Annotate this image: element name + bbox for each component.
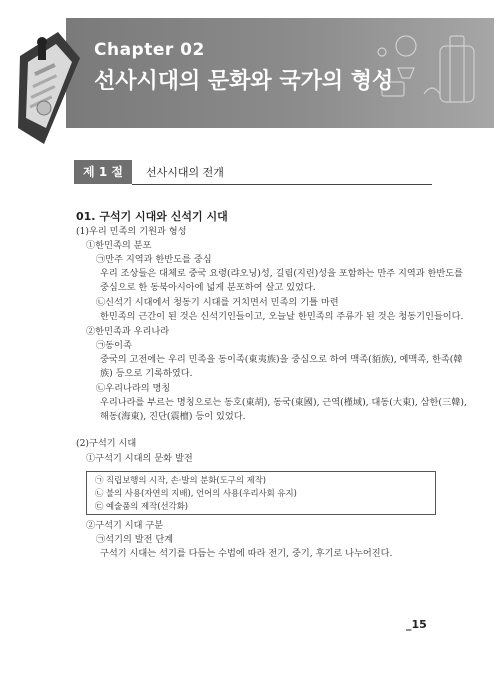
chapter-label: Chapter 02 — [94, 40, 205, 60]
outline-level3-stages: ㉠석기의 발전 단계 — [96, 534, 174, 545]
paragraph-line: 중심으로 한 동북아시아에 넓게 분포하여 살고 있었다. — [100, 282, 316, 293]
summary-item: ㉠ 직립보행의 시작, 손·발의 분화(도구의 제작) — [95, 475, 267, 485]
outline-level1-paleolithic: (2)구석기 시대 — [76, 438, 137, 449]
book-illustration-icon — [14, 28, 82, 148]
paragraph-line: 중국의 고전에는 우리 민족을 동이족(東夷族)을 중심으로 하여 맥족(貊族), 예맥족, 한족(韓 — [100, 354, 463, 365]
outline-level2-korea: ②한민족과 우리나라 — [86, 326, 170, 337]
outline-level2-culture: ①구석기 시대의 문화 발전 — [86, 453, 193, 464]
outline-level3-dongi: ㉠동이족 — [96, 340, 132, 351]
paragraph-line: 우리나라를 부르는 명칭으로는 동호(東胡), 동국(東國), 근역(槿域), 대동(大東), 삼한(三韓), — [100, 397, 467, 408]
outline-level3-foundation: ㉡신석기 시대에서 청동기 시대를 거치면서 민족의 기틀 마련 — [96, 297, 339, 308]
topic-heading: 01. 구석기 시대와 신석기 시대 — [76, 210, 228, 223]
section-tag: 제 1 절 — [74, 160, 132, 184]
outline-level2-distribution: ①한민족의 분포 — [86, 240, 152, 251]
outline-level3-names: ㉡우리나라의 명칭 — [96, 383, 171, 394]
section-header — [74, 160, 432, 186]
summary-item: ㉢ 예술품의 제작(선각화) — [95, 501, 189, 511]
paragraph-line: 族) 등으로 기록하였다. — [100, 368, 193, 379]
summary-item: ㉡ 불의 사용(자연의 지배), 언어의 사용(우리사회 유지) — [95, 488, 297, 498]
paragraph-line: 해동(海東), 진단(震檀) 등이 있었다. — [100, 411, 246, 422]
section-title: 선사시대의 전개 — [146, 166, 224, 179]
outline-level3-region: ㉠만주 지역과 한반도를 중심 — [96, 254, 212, 265]
outline-level1-origin: (1)우리 민족의 기원과 형성 — [76, 226, 187, 237]
chapter-title: 선사시대의 문화와 국가의 형성 — [94, 69, 394, 94]
summary-box — [86, 471, 436, 515]
paragraph-line: 한민족의 근간이 된 것은 신석기인들이고, 오늘날 한민족의 주류가 된 것은 청동기인들이다. — [100, 311, 464, 322]
page-number: _15 — [406, 618, 427, 631]
paragraph-line: 구석기 시대는 석기를 다듬는 수법에 따라 전기, 중기, 후기로 나누어진다. — [100, 548, 393, 559]
chapter-banner — [14, 18, 494, 128]
paragraph-line: 우리 조상들은 대체로 중국 요령(랴오닝)성, 길림(지린)성을 포함하는 만주 지역과 한반도를 — [100, 268, 464, 279]
section-underline — [132, 184, 432, 185]
outline-level2-division: ②구석기 시대 구분 — [86, 520, 164, 531]
